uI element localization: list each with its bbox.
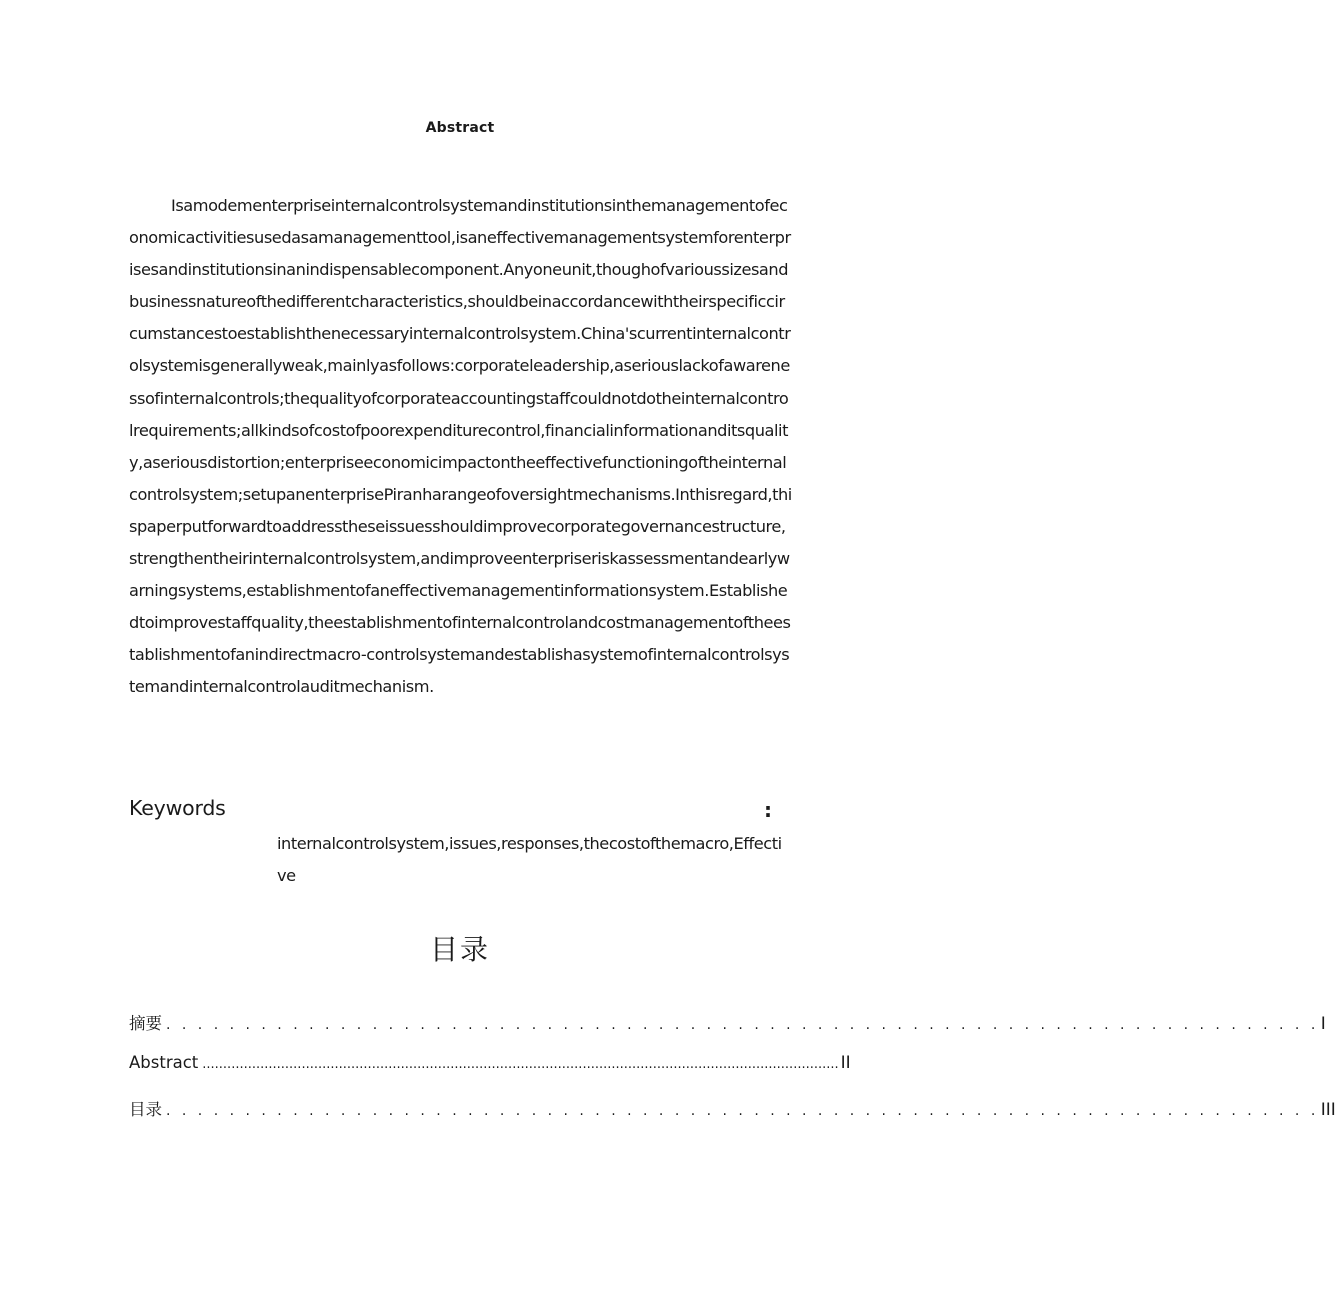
toc-entry-page: I: [1320, 1014, 1326, 1034]
abstract-body: Isamodementerpriseinternalcontrolsystemandinstitutionsinthemanagementofeconomicactivitiesusedasamanagementtool,isaneffectivemanagementsystemforenterprisesandinstitutionsinanindispensablecomponent.Anyoneunit,thoughofvarioussizesandbusinessnatureofthedifferentcharacteristics,shouldbeinaccordancewiththeirspecificcircumstancestoestablishthenecessaryinternalcontrolsystem.China'scurrentinternalcontrolsystemisgenerallyweak,mainlyasfollows:corporateleadership,aseriouslackofawarenessofinternalcontrols;thequalityofcorporateaccountingstaffcouldnotdotheinternalcontrolrequirements;allkindsofcostofpoorexpenditurecontrol,financialinformationanditsquality,aseriousdistortion;enterpriseeconomicimpactontheeffectivefunctioningoftheinternalcontrolsystem;setupanenterprisePiranharangeofoversightmechanisms.Inthisregard,thispaperputforwardtoaddresstheseissuesshouldimprovecorporategovernancestructure,strengthentheirinternalcontrolsystem,andimproveenterpriseriskassessmentandearlywarningsystems,establishmentofaneffectivemanagementinformationsystem.Establishedtoimprovestaffquality,theestablishmentofinternalcontrolandcostmanagementoftheestablishmentofanindirectmacro-controlsystemandestablishasystemofinternalcontrolsystemandinternalcontrolauditmechanism.: [129, 196, 792, 697]
toc-entry-page: II: [840, 1053, 851, 1073]
abstract-heading: Abstract: [425, 120, 495, 136]
toc-entry-leader: . . . . . . . . . . . . . . . . . . . . . . . . . . . . . . . . . . . . . . . . . . . . . . . . . . . . . . . . . . . . . . . . . . . . . . . . .: [166, 1017, 1319, 1033]
toc-entry-page: III: [1320, 1100, 1336, 1120]
toc-list: [129, 1010, 1336, 1139]
toc-entry-abstract-cn[interactable]: [129, 1010, 1326, 1053]
keywords-label: Keywords: [129, 796, 226, 820]
toc-entry-label: Abstract: [129, 1053, 199, 1072]
toc-entry-leader: ..........................................................................................................................................................: [202, 1057, 839, 1072]
toc-title: 目录: [429, 933, 490, 966]
keywords-text: internalcontrolsystem,issues,responses,thecostofthemacro,Effective: [277, 834, 782, 885]
toc-entry-leader: . . . . . . . . . . . . . . . . . . . . . . . . . . . . . . . . . . . . . . . . . . . . . . . . . . . . . . . . . . . . . . . . . . . . . . . . .: [166, 1103, 1319, 1119]
toc-entry-contents[interactable]: [129, 1096, 1336, 1139]
keywords-row: [129, 796, 792, 826]
toc-entry-label: 摘要: [129, 1014, 162, 1033]
toc-entry-label: 目录: [129, 1100, 162, 1119]
keywords-colon: :: [764, 798, 772, 822]
toc-entry-abstract[interactable]: [129, 1053, 851, 1096]
